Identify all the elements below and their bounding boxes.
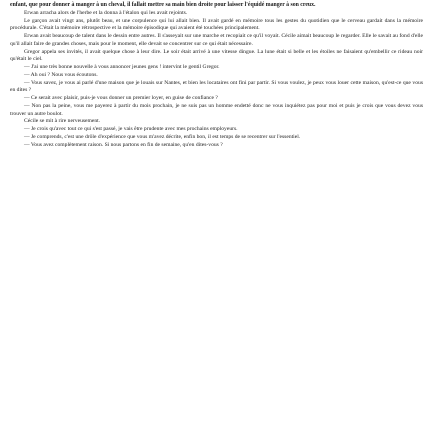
paragraph-3: Le garçon avait vingt ans, plutôt beau, et une corpulence qui lui allait bien. Il avait gardé en mémoire tous les gestes du quotidien que le cerveau gardait dans la mémoire procédurale. C'était la mémoire rétrospective et la mémoire épisodique qui avaient été touchées principalement.	[10, 17, 423, 32]
dialogue-2: — Ah oui ? Nous vous écoutons.	[24, 71, 98, 78]
paragraph-4: Erwan avait beaucoup de talent dans le dessin entre autres. Il s'asseyait sur une marche et recopiait ce qu'il voyait. Cécile aimait beaucoup le regarder. Elle le savait au fond d'elle qu'il allait faire de grandes choses, mais pour le moment, elle devait se concentrer sur ce qui était nécessaire.	[10, 33, 423, 47]
paragraph-5: Gregor appela ses invités, il avait quelque chose à leur dire. Le soir était arrivé à une vitesse dingue. La lune était si belle et les étoiles ne faisaient qu'embellir ce rideau noir qu'était le ciel.	[10, 48, 423, 63]
dialogue-1: — J'ai une très bonne nouvelle à vous annoncer jeunes gens ! intervint le gentil Gregor.	[24, 64, 220, 70]
narration-1: Cécile se mit à rire nerveusement.	[24, 118, 101, 125]
dialogue-7: — Je comprends, c'est une drôle d'expérience que vous m'avez décrite, enfin bon, il est temps de se recentrer sur l'essentiel.	[24, 133, 301, 140]
paragraph-2: Erwan arracha alors de l'herbe et la donna à l'étalon qui les avait rejoints.	[24, 9, 188, 16]
dialogue-4: — Ce serait avec plaisir, puis-je vous donner un premier loyer, en guise de confiance ?	[24, 95, 218, 101]
dialogue-3: — Vous savez, je vous ai parlé d'une maison que je louais sur Nantes, et bien les locataires ont fini par partir. Si vous voulez, je peux vous louer cette maison, qu'est-ce que vous en dites ?	[10, 79, 423, 94]
dialogue-5: — Non pas la peine, vous me payerez à partir du mois prochain, je ne suis pas un homme endetté donc ne vous inquiétez pas pour moi et puis je crois que vous devez vous trouver un autre boulot.	[10, 102, 423, 117]
dialogue-6: — Je crois qu'avec tout ce qui s'est passé, je vais être prudente avec mes prochains employeurs.	[24, 126, 238, 132]
dialogue-8: — Vous avez complètement raison. Si nous partons en fin de semaine, qu'en dites-vous ?	[24, 141, 223, 148]
paragraph-1: enfant, que pour donner à manger à un cheval, il fallait mettre sa main bien droite pour laisser l'équidé manger à son creux.	[10, 2, 316, 8]
